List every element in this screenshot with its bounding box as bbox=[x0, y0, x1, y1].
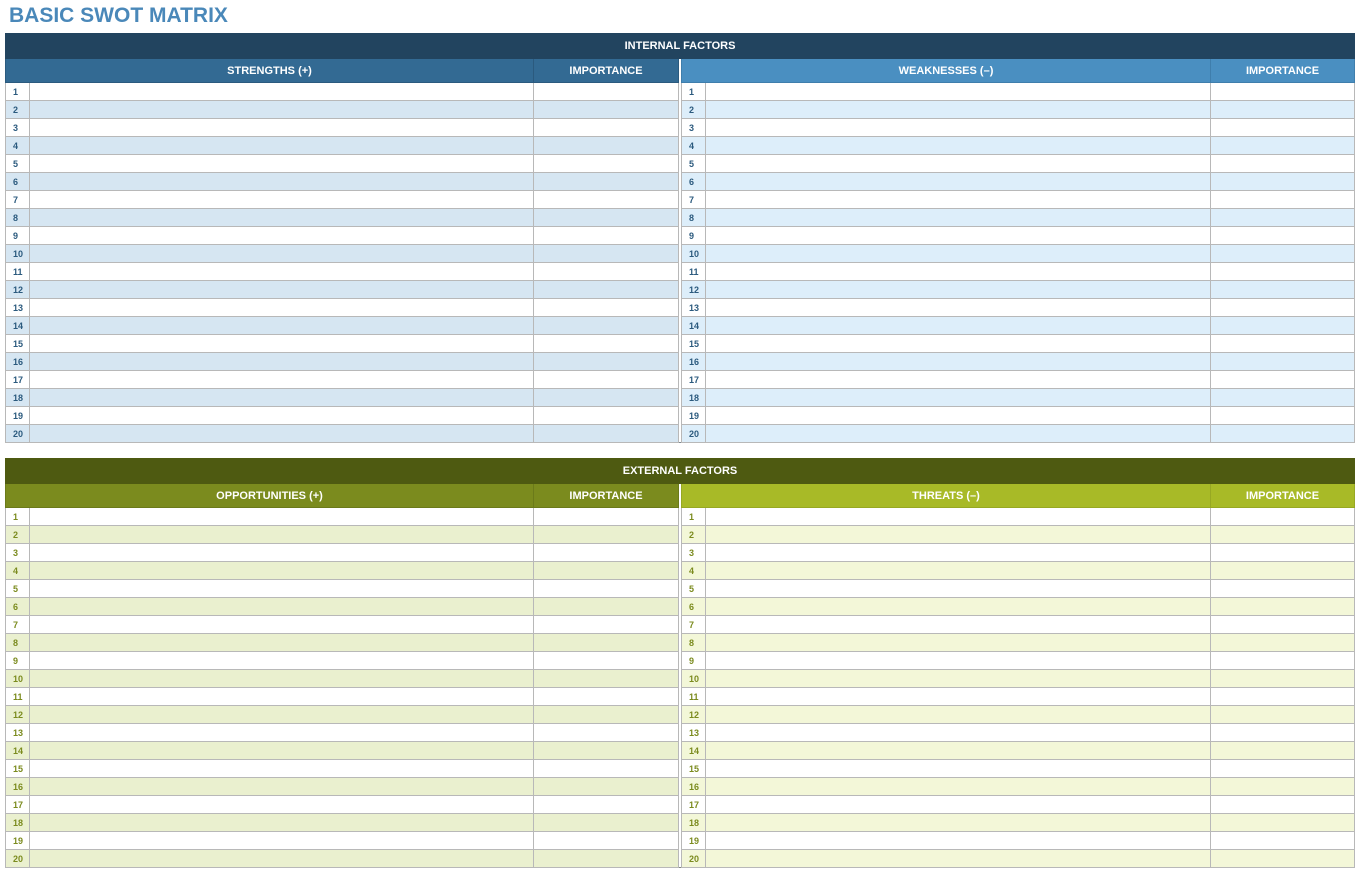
weaknesses-importance-cell[interactable] bbox=[1211, 353, 1355, 371]
weaknesses-importance-cell[interactable] bbox=[1211, 263, 1355, 281]
weaknesses-entry-cell[interactable] bbox=[706, 335, 1211, 353]
strengths-importance-cell[interactable] bbox=[534, 263, 679, 281]
table-row bbox=[6, 425, 1355, 443]
weaknesses-row-number: 13 bbox=[682, 299, 706, 317]
table-row bbox=[6, 389, 1355, 407]
threats-entry-cell[interactable] bbox=[706, 616, 1211, 634]
internal-factors-band: INTERNAL FACTORS bbox=[6, 34, 1355, 59]
strengths-row-number: 14 bbox=[6, 317, 30, 335]
weaknesses-row-number: 18 bbox=[682, 389, 706, 407]
table-row bbox=[6, 227, 1355, 245]
threats-entry-cell[interactable] bbox=[706, 562, 1211, 580]
weaknesses-row-number: 16 bbox=[682, 353, 706, 371]
opportunities-row-number: 2 bbox=[6, 526, 30, 544]
weaknesses-row-number: 17 bbox=[682, 371, 706, 389]
threats-importance-cell[interactable] bbox=[1211, 598, 1355, 616]
table-row bbox=[6, 263, 1355, 281]
table-row bbox=[6, 353, 1355, 371]
weaknesses-entry-cell[interactable] bbox=[706, 317, 1211, 335]
table-row bbox=[6, 101, 1355, 119]
table-row bbox=[6, 760, 1355, 778]
weaknesses-importance-cell[interactable] bbox=[1211, 227, 1355, 245]
opportunities-entry-cell[interactable] bbox=[30, 814, 534, 832]
table-row bbox=[6, 155, 1355, 173]
table-row bbox=[6, 832, 1355, 850]
table-row bbox=[6, 688, 1355, 706]
weaknesses-importance-cell[interactable] bbox=[1211, 173, 1355, 191]
threats-row-number: 5 bbox=[682, 580, 706, 598]
opportunities-entry-cell[interactable] bbox=[30, 706, 534, 724]
opportunities-entry-cell[interactable] bbox=[30, 778, 534, 796]
threats-importance-header: IMPORTANCE bbox=[1211, 484, 1355, 508]
strengths-row-number: 12 bbox=[6, 281, 30, 299]
strengths-entry-cell[interactable] bbox=[30, 227, 534, 245]
strengths-row-number: 13 bbox=[6, 299, 30, 317]
table-row bbox=[6, 562, 1355, 580]
table-row bbox=[6, 670, 1355, 688]
opportunities-row-number: 5 bbox=[6, 580, 30, 598]
opportunities-importance-cell[interactable] bbox=[534, 562, 679, 580]
weaknesses-importance-cell[interactable] bbox=[1211, 317, 1355, 335]
strengths-entry-cell[interactable] bbox=[30, 83, 534, 101]
table-row bbox=[6, 508, 1355, 526]
threats-entry-cell[interactable] bbox=[706, 778, 1211, 796]
weaknesses-entry-cell[interactable] bbox=[706, 137, 1211, 155]
opportunities-entry-cell[interactable] bbox=[30, 670, 534, 688]
strengths-row-number: 7 bbox=[6, 191, 30, 209]
opportunities-entry-cell[interactable] bbox=[30, 544, 534, 562]
threats-importance-cell[interactable] bbox=[1211, 562, 1355, 580]
weaknesses-entry-cell[interactable] bbox=[706, 281, 1211, 299]
table-row bbox=[6, 173, 1355, 191]
strengths-entry-cell[interactable] bbox=[30, 191, 534, 209]
opportunities-entry-cell[interactable] bbox=[30, 508, 534, 526]
threats-entry-cell[interactable] bbox=[706, 526, 1211, 544]
threats-row-number: 8 bbox=[682, 634, 706, 652]
weaknesses-row-number: 7 bbox=[682, 191, 706, 209]
strengths-entry-cell[interactable] bbox=[30, 155, 534, 173]
weaknesses-entry-cell[interactable] bbox=[706, 119, 1211, 137]
table-row bbox=[6, 598, 1355, 616]
opportunities-row-number: 7 bbox=[6, 616, 30, 634]
threats-importance-cell[interactable] bbox=[1211, 796, 1355, 814]
opportunities-entry-cell[interactable] bbox=[30, 616, 534, 634]
threats-row-number: 2 bbox=[682, 526, 706, 544]
threats-row-number: 7 bbox=[682, 616, 706, 634]
threats-entry-cell[interactable] bbox=[706, 652, 1211, 670]
opportunities-importance-cell[interactable] bbox=[534, 598, 679, 616]
opportunities-entry-cell[interactable] bbox=[30, 688, 534, 706]
threats-row-number: 20 bbox=[682, 850, 706, 868]
external-factors-table bbox=[5, 458, 1355, 868]
strengths-importance-cell[interactable] bbox=[534, 425, 679, 443]
strengths-importance-header: IMPORTANCE bbox=[534, 59, 679, 83]
opportunities-importance-cell[interactable] bbox=[534, 742, 679, 760]
opportunities-importance-cell[interactable] bbox=[534, 544, 679, 562]
threats-entry-cell[interactable] bbox=[706, 706, 1211, 724]
opportunities-row-number: 20 bbox=[6, 850, 30, 868]
weaknesses-entry-cell[interactable] bbox=[706, 371, 1211, 389]
threats-row-number: 3 bbox=[682, 544, 706, 562]
opportunities-importance-cell[interactable] bbox=[534, 796, 679, 814]
threats-row-number: 13 bbox=[682, 724, 706, 742]
weaknesses-row-number: 2 bbox=[682, 101, 706, 119]
weaknesses-entry-cell[interactable] bbox=[706, 389, 1211, 407]
table-row bbox=[6, 335, 1355, 353]
weaknesses-entry-cell[interactable] bbox=[706, 263, 1211, 281]
weaknesses-importance-cell[interactable] bbox=[1211, 407, 1355, 425]
opportunities-row-number: 6 bbox=[6, 598, 30, 616]
table-row bbox=[6, 371, 1355, 389]
threats-importance-cell[interactable] bbox=[1211, 652, 1355, 670]
weaknesses-importance-cell[interactable] bbox=[1211, 101, 1355, 119]
threats-importance-cell[interactable] bbox=[1211, 760, 1355, 778]
opportunities-importance-cell[interactable] bbox=[534, 778, 679, 796]
threats-row-number: 1 bbox=[682, 508, 706, 526]
strengths-row-number: 11 bbox=[6, 263, 30, 281]
strengths-importance-cell[interactable] bbox=[534, 173, 679, 191]
weaknesses-entry-cell[interactable] bbox=[706, 173, 1211, 191]
threats-row-number: 6 bbox=[682, 598, 706, 616]
opportunities-importance-cell[interactable] bbox=[534, 850, 679, 868]
threats-entry-cell[interactable] bbox=[706, 832, 1211, 850]
table-row bbox=[6, 616, 1355, 634]
weaknesses-row-number: 20 bbox=[682, 425, 706, 443]
external-rows bbox=[6, 508, 1355, 868]
opportunities-importance-cell[interactable] bbox=[534, 508, 679, 526]
weaknesses-importance-cell[interactable] bbox=[1211, 155, 1355, 173]
threats-row-number: 17 bbox=[682, 796, 706, 814]
threats-entry-cell[interactable] bbox=[706, 760, 1211, 778]
strengths-importance-cell[interactable] bbox=[534, 155, 679, 173]
weaknesses-entry-cell[interactable] bbox=[706, 245, 1211, 263]
opportunities-entry-cell[interactable] bbox=[30, 724, 534, 742]
weaknesses-importance-cell[interactable] bbox=[1211, 209, 1355, 227]
opportunities-entry-cell[interactable] bbox=[30, 526, 534, 544]
opportunities-entry-cell[interactable] bbox=[30, 652, 534, 670]
threats-importance-cell[interactable] bbox=[1211, 616, 1355, 634]
threats-row-number: 15 bbox=[682, 760, 706, 778]
weaknesses-entry-cell[interactable] bbox=[706, 407, 1211, 425]
opportunities-importance-header: IMPORTANCE bbox=[534, 484, 679, 508]
strengths-entry-cell[interactable] bbox=[30, 245, 534, 263]
threats-importance-cell[interactable] bbox=[1211, 670, 1355, 688]
threats-row-number: 19 bbox=[682, 832, 706, 850]
threats-importance-cell[interactable] bbox=[1211, 724, 1355, 742]
strengths-row-number: 20 bbox=[6, 425, 30, 443]
weaknesses-row-number: 8 bbox=[682, 209, 706, 227]
table-row bbox=[6, 778, 1355, 796]
weaknesses-row-number: 5 bbox=[682, 155, 706, 173]
weaknesses-row-number: 12 bbox=[682, 281, 706, 299]
weaknesses-row-number: 19 bbox=[682, 407, 706, 425]
threats-row-number: 18 bbox=[682, 814, 706, 832]
strengths-importance-cell[interactable] bbox=[534, 137, 679, 155]
table-row bbox=[6, 634, 1355, 652]
strengths-importance-cell[interactable] bbox=[534, 191, 679, 209]
weaknesses-row-number: 4 bbox=[682, 137, 706, 155]
opportunities-entry-cell[interactable] bbox=[30, 796, 534, 814]
table-row bbox=[6, 83, 1355, 101]
internal-rows bbox=[6, 83, 1355, 443]
internal-factors-table bbox=[5, 33, 1355, 443]
opportunities-importance-cell[interactable] bbox=[534, 580, 679, 598]
strengths-importance-cell[interactable] bbox=[534, 407, 679, 425]
threats-entry-cell[interactable] bbox=[706, 850, 1211, 868]
weaknesses-importance-cell[interactable] bbox=[1211, 299, 1355, 317]
weaknesses-importance-cell[interactable] bbox=[1211, 191, 1355, 209]
strengths-importance-cell[interactable] bbox=[534, 83, 679, 101]
strengths-importance-cell[interactable] bbox=[534, 389, 679, 407]
opportunities-importance-cell[interactable] bbox=[534, 814, 679, 832]
weaknesses-row-number: 10 bbox=[682, 245, 706, 263]
threats-entry-cell[interactable] bbox=[706, 814, 1211, 832]
opportunities-entry-cell[interactable] bbox=[30, 850, 534, 868]
table-row bbox=[6, 209, 1355, 227]
strengths-importance-cell[interactable] bbox=[534, 317, 679, 335]
weaknesses-importance-cell[interactable] bbox=[1211, 245, 1355, 263]
opportunities-importance-cell[interactable] bbox=[534, 526, 679, 544]
threats-entry-cell[interactable] bbox=[706, 634, 1211, 652]
threats-entry-cell[interactable] bbox=[706, 508, 1211, 526]
table-row bbox=[6, 544, 1355, 562]
table-row bbox=[6, 580, 1355, 598]
weaknesses-entry-cell[interactable] bbox=[706, 155, 1211, 173]
opportunities-importance-cell[interactable] bbox=[534, 652, 679, 670]
strengths-entry-cell[interactable] bbox=[30, 173, 534, 191]
opportunities-row-number: 17 bbox=[6, 796, 30, 814]
table-row bbox=[6, 281, 1355, 299]
threats-entry-cell[interactable] bbox=[706, 670, 1211, 688]
strengths-row-number: 9 bbox=[6, 227, 30, 245]
threats-row-number: 11 bbox=[682, 688, 706, 706]
weaknesses-importance-cell[interactable] bbox=[1211, 389, 1355, 407]
weaknesses-row-number: 9 bbox=[682, 227, 706, 245]
strengths-entry-cell[interactable] bbox=[30, 101, 534, 119]
threats-importance-cell[interactable] bbox=[1211, 706, 1355, 724]
opportunities-row-number: 12 bbox=[6, 706, 30, 724]
threats-entry-cell[interactable] bbox=[706, 688, 1211, 706]
strengths-importance-cell[interactable] bbox=[534, 119, 679, 137]
table-row bbox=[6, 814, 1355, 832]
threats-importance-cell[interactable] bbox=[1211, 814, 1355, 832]
strengths-row-number: 2 bbox=[6, 101, 30, 119]
opportunities-row-number: 13 bbox=[6, 724, 30, 742]
strengths-importance-cell[interactable] bbox=[534, 371, 679, 389]
weaknesses-importance-header: IMPORTANCE bbox=[1211, 59, 1355, 83]
strengths-importance-cell[interactable] bbox=[534, 101, 679, 119]
table-row bbox=[6, 652, 1355, 670]
strengths-row-number: 3 bbox=[6, 119, 30, 137]
opportunities-importance-cell[interactable] bbox=[534, 724, 679, 742]
opportunities-row-number: 3 bbox=[6, 544, 30, 562]
threats-row-number: 14 bbox=[682, 742, 706, 760]
threats-entry-cell[interactable] bbox=[706, 724, 1211, 742]
strengths-row-number: 8 bbox=[6, 209, 30, 227]
table-row bbox=[6, 191, 1355, 209]
threats-importance-cell[interactable] bbox=[1211, 850, 1355, 868]
opportunities-row-number: 8 bbox=[6, 634, 30, 652]
strengths-header: STRENGTHS (+) bbox=[6, 59, 534, 83]
opportunities-importance-cell[interactable] bbox=[534, 760, 679, 778]
weaknesses-row-number: 3 bbox=[682, 119, 706, 137]
strengths-row-number: 4 bbox=[6, 137, 30, 155]
strengths-row-number: 17 bbox=[6, 371, 30, 389]
table-row bbox=[6, 317, 1355, 335]
strengths-row-number: 19 bbox=[6, 407, 30, 425]
weaknesses-row-number: 6 bbox=[682, 173, 706, 191]
opportunities-row-number: 18 bbox=[6, 814, 30, 832]
strengths-entry-cell[interactable] bbox=[30, 263, 534, 281]
table-row bbox=[6, 796, 1355, 814]
opportunities-entry-cell[interactable] bbox=[30, 742, 534, 760]
weaknesses-entry-cell[interactable] bbox=[706, 101, 1211, 119]
strengths-row-number: 10 bbox=[6, 245, 30, 263]
opportunities-importance-cell[interactable] bbox=[534, 688, 679, 706]
weaknesses-row-number: 15 bbox=[682, 335, 706, 353]
strengths-entry-cell[interactable] bbox=[30, 137, 534, 155]
strengths-importance-cell[interactable] bbox=[534, 335, 679, 353]
opportunities-header: OPPORTUNITIES (+) bbox=[6, 484, 534, 508]
threats-importance-cell[interactable] bbox=[1211, 688, 1355, 706]
strengths-importance-cell[interactable] bbox=[534, 281, 679, 299]
weaknesses-importance-cell[interactable] bbox=[1211, 137, 1355, 155]
opportunities-importance-cell[interactable] bbox=[534, 832, 679, 850]
opportunities-row-number: 16 bbox=[6, 778, 30, 796]
threats-importance-cell[interactable] bbox=[1211, 634, 1355, 652]
threats-importance-cell[interactable] bbox=[1211, 508, 1355, 526]
strengths-entry-cell[interactable] bbox=[30, 317, 534, 335]
table-row bbox=[6, 299, 1355, 317]
weaknesses-entry-cell[interactable] bbox=[706, 353, 1211, 371]
page-title: BASIC SWOT MATRIX bbox=[9, 4, 228, 27]
weaknesses-importance-cell[interactable] bbox=[1211, 281, 1355, 299]
strengths-entry-cell[interactable] bbox=[30, 425, 534, 443]
threats-importance-cell[interactable] bbox=[1211, 544, 1355, 562]
strengths-importance-cell[interactable] bbox=[534, 209, 679, 227]
threats-importance-cell[interactable] bbox=[1211, 778, 1355, 796]
external-factors-band: EXTERNAL FACTORS bbox=[6, 459, 1355, 484]
weaknesses-importance-cell[interactable] bbox=[1211, 335, 1355, 353]
threats-entry-cell[interactable] bbox=[706, 580, 1211, 598]
opportunities-row-number: 11 bbox=[6, 688, 30, 706]
strengths-entry-cell[interactable] bbox=[30, 119, 534, 137]
strengths-entry-cell[interactable] bbox=[30, 371, 534, 389]
strengths-importance-cell[interactable] bbox=[534, 227, 679, 245]
strengths-importance-cell[interactable] bbox=[534, 353, 679, 371]
threats-entry-cell[interactable] bbox=[706, 598, 1211, 616]
weaknesses-importance-cell[interactable] bbox=[1211, 371, 1355, 389]
threats-row-number: 12 bbox=[682, 706, 706, 724]
strengths-entry-cell[interactable] bbox=[30, 281, 534, 299]
threats-importance-cell[interactable] bbox=[1211, 580, 1355, 598]
strengths-entry-cell[interactable] bbox=[30, 407, 534, 425]
table-row bbox=[6, 742, 1355, 760]
table-row bbox=[6, 850, 1355, 868]
weaknesses-entry-cell[interactable] bbox=[706, 209, 1211, 227]
threats-entry-cell[interactable] bbox=[706, 796, 1211, 814]
table-row bbox=[6, 407, 1355, 425]
opportunities-row-number: 10 bbox=[6, 670, 30, 688]
strengths-entry-cell[interactable] bbox=[30, 335, 534, 353]
threats-row-number: 10 bbox=[682, 670, 706, 688]
weaknesses-entry-cell[interactable] bbox=[706, 299, 1211, 317]
strengths-row-number: 6 bbox=[6, 173, 30, 191]
threats-importance-cell[interactable] bbox=[1211, 742, 1355, 760]
table-row bbox=[6, 245, 1355, 263]
opportunities-entry-cell[interactable] bbox=[30, 832, 534, 850]
weaknesses-row-number: 11 bbox=[682, 263, 706, 281]
strengths-row-number: 15 bbox=[6, 335, 30, 353]
opportunities-row-number: 14 bbox=[6, 742, 30, 760]
strengths-importance-cell[interactable] bbox=[534, 299, 679, 317]
table-row bbox=[6, 706, 1355, 724]
weaknesses-row-number: 1 bbox=[682, 83, 706, 101]
strengths-row-number: 16 bbox=[6, 353, 30, 371]
table-row bbox=[6, 119, 1355, 137]
opportunities-row-number: 4 bbox=[6, 562, 30, 580]
strengths-entry-cell[interactable] bbox=[30, 209, 534, 227]
strengths-row-number: 5 bbox=[6, 155, 30, 173]
opportunities-entry-cell[interactable] bbox=[30, 634, 534, 652]
opportunities-row-number: 19 bbox=[6, 832, 30, 850]
opportunities-importance-cell[interactable] bbox=[534, 706, 679, 724]
table-row bbox=[6, 137, 1355, 155]
weaknesses-entry-cell[interactable] bbox=[706, 191, 1211, 209]
weaknesses-entry-cell[interactable] bbox=[706, 425, 1211, 443]
table-row bbox=[6, 724, 1355, 742]
opportunities-entry-cell[interactable] bbox=[30, 562, 534, 580]
threats-row-number: 16 bbox=[682, 778, 706, 796]
weaknesses-row-number: 14 bbox=[682, 317, 706, 335]
threats-row-number: 4 bbox=[682, 562, 706, 580]
opportunities-row-number: 9 bbox=[6, 652, 30, 670]
weaknesses-entry-cell[interactable] bbox=[706, 227, 1211, 245]
strengths-entry-cell[interactable] bbox=[30, 389, 534, 407]
opportunities-entry-cell[interactable] bbox=[30, 580, 534, 598]
opportunities-importance-cell[interactable] bbox=[534, 670, 679, 688]
strengths-importance-cell[interactable] bbox=[534, 245, 679, 263]
opportunities-importance-cell[interactable] bbox=[534, 616, 679, 634]
strengths-row-number: 18 bbox=[6, 389, 30, 407]
threats-entry-cell[interactable] bbox=[706, 742, 1211, 760]
opportunities-row-number: 1 bbox=[6, 508, 30, 526]
threats-importance-cell[interactable] bbox=[1211, 832, 1355, 850]
table-row bbox=[6, 526, 1355, 544]
threats-row-number: 9 bbox=[682, 652, 706, 670]
opportunities-row-number: 15 bbox=[6, 760, 30, 778]
strengths-entry-cell[interactable] bbox=[30, 353, 534, 371]
threats-importance-cell[interactable] bbox=[1211, 526, 1355, 544]
opportunities-entry-cell[interactable] bbox=[30, 598, 534, 616]
weaknesses-header: WEAKNESSES (–) bbox=[682, 59, 1211, 83]
strengths-row-number: 1 bbox=[6, 83, 30, 101]
threats-header: THREATS (–) bbox=[682, 484, 1211, 508]
threats-entry-cell[interactable] bbox=[706, 544, 1211, 562]
weaknesses-importance-cell[interactable] bbox=[1211, 83, 1355, 101]
weaknesses-importance-cell[interactable] bbox=[1211, 425, 1355, 443]
strengths-entry-cell[interactable] bbox=[30, 299, 534, 317]
opportunities-entry-cell[interactable] bbox=[30, 760, 534, 778]
opportunities-importance-cell[interactable] bbox=[534, 634, 679, 652]
weaknesses-entry-cell[interactable] bbox=[706, 83, 1211, 101]
weaknesses-importance-cell[interactable] bbox=[1211, 119, 1355, 137]
